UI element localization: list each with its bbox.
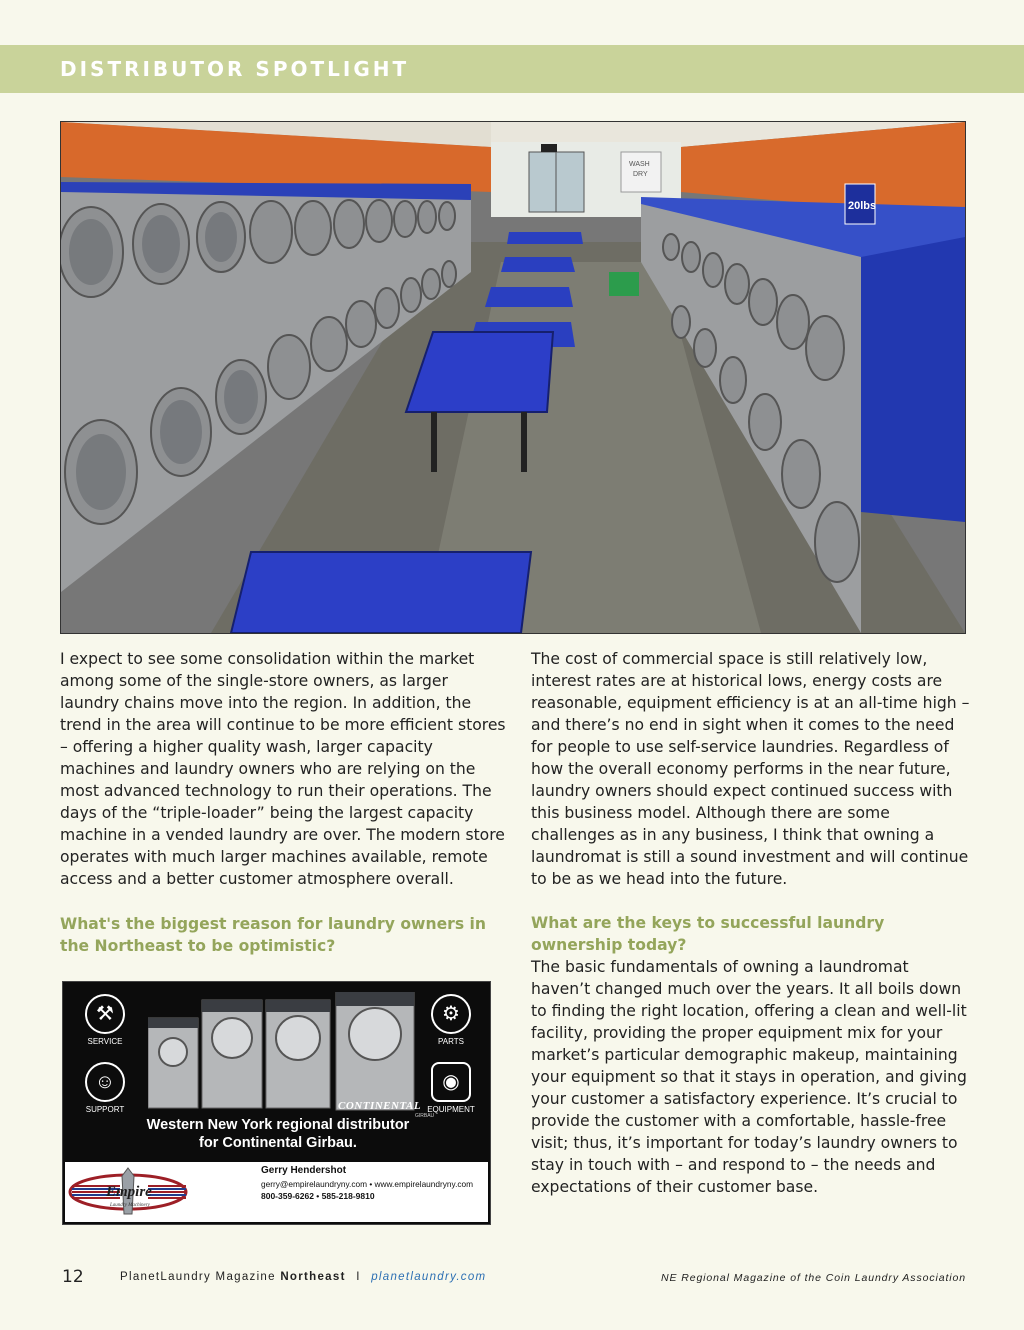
section-banner bbox=[0, 45, 1024, 93]
svg-text:DRY: DRY bbox=[633, 171, 648, 178]
contact-email[interactable]: gerry@empirelaundryny.com • www.empirelaundryny.com bbox=[261, 1179, 474, 1189]
logo-text: Empire bbox=[106, 1184, 152, 1200]
ad-headline bbox=[123, 1116, 433, 1152]
article-answer: The basic fundamentals of owning a laundromat haven’t changed much over the years. It all boils down to finding the right location, offering a clean and well-lit facility, providing the proper equipment mix for your market’s particular demographic makeup, maintaining your equipment so that it stays in operation, and giving your customer a satisfactory experience. It’s crucial to provide the customer with a comfortable, hassle-free visit; thus, it’s important for today’s laundry owners to stay in touch with – and respond to – the needs and expectations of their customer base. bbox=[531, 958, 967, 1196]
girbau-brand: GIRBAU bbox=[415, 1113, 435, 1119]
section-label: DISTRIBUTOR SPOTLIGHT bbox=[60, 57, 410, 81]
question-heading: What's the biggest reason for laundry owners in the Northeast to be optimistic? bbox=[60, 915, 486, 955]
footer-separator: I bbox=[356, 1271, 361, 1283]
footer-magazine bbox=[120, 1271, 486, 1283]
article-question-left bbox=[60, 913, 500, 957]
contact-phone: 800-359-6262 • 585-218-9810 bbox=[261, 1191, 375, 1201]
ad-icon-label-parts: PARTS bbox=[438, 1037, 464, 1046]
magazine-name: PlanetLaundry Magazine bbox=[120, 1271, 276, 1283]
people-icon: ☺ bbox=[85, 1062, 125, 1102]
laundromat-photo bbox=[60, 121, 966, 634]
washer-icon: ◉ bbox=[431, 1062, 471, 1102]
article-paragraph: I expect to see some consolidation within the market among some of the single-store owners, as larger laundry chains move into the region. In addition, the trend in the area will continue to be more efficient stores – offering a higher quality wash, larger capacity machines and laundry owners who are relying on the most advanced technology to run their operations. The days of the “triple-loader” being the largest capacity machine in a vended laundry are over. The modern store operates with much larger machines available, remote access and a better customer atmosphere overall. bbox=[60, 650, 506, 888]
article-column-right bbox=[531, 648, 971, 1198]
ad-icon-label-support: SUPPORT bbox=[85, 1105, 125, 1114]
continental-brand: CONTINENTAL bbox=[338, 1100, 422, 1112]
page-number: 12 bbox=[62, 1267, 84, 1287]
ad-icon-label-service: SERVICE bbox=[87, 1037, 123, 1046]
empire-logo bbox=[68, 1166, 253, 1218]
sign-wash-dry-fold: WASH bbox=[629, 161, 650, 168]
ad-icon-label-equipment: EQUIPMENT bbox=[427, 1105, 475, 1114]
logo-subtext: Laundry Machinery bbox=[110, 1203, 150, 1208]
footer-url-link[interactable]: planetlaundry.com bbox=[371, 1271, 487, 1283]
article-paragraph: The cost of commercial space is still relatively low, interest rates are at historical lows, energy costs are reasonable, equipment efficiency is at an all-time high – and there’s no end in sight when it comes to the need for people to use self-service laundries. Regardless of how the overall economy performs in the near future, laundry owners should expect continued success with this business model. Although there are some challenges as in any business, I think that owning a laundromat is still a sound investment and will continue to be as we head into the future. bbox=[531, 650, 970, 888]
sign-20-lbs: 20lbs bbox=[848, 200, 877, 212]
washer-machines-image bbox=[148, 992, 418, 1112]
contact-name: Gerry Hendershot bbox=[261, 1165, 347, 1176]
wrench-icon: ⚒ bbox=[85, 994, 125, 1034]
empire-laundry-ad[interactable] bbox=[62, 981, 491, 1225]
footer-association: NE Regional Magazine of the Coin Laundry Association bbox=[661, 1272, 966, 1284]
laundromat-illustration bbox=[61, 122, 965, 633]
magazine-region: Northeast bbox=[280, 1271, 346, 1283]
ad-headline-line2: for Continental Girbau. bbox=[199, 1135, 357, 1151]
ad-contact-panel bbox=[65, 1162, 488, 1222]
article-column-left bbox=[60, 648, 510, 890]
ad-headline-line1: Western New York regional distributor bbox=[146, 1117, 410, 1133]
question-heading: What are the keys to successful laundry ownership today? bbox=[531, 914, 885, 954]
gears-icon: ⚙ bbox=[431, 994, 471, 1034]
